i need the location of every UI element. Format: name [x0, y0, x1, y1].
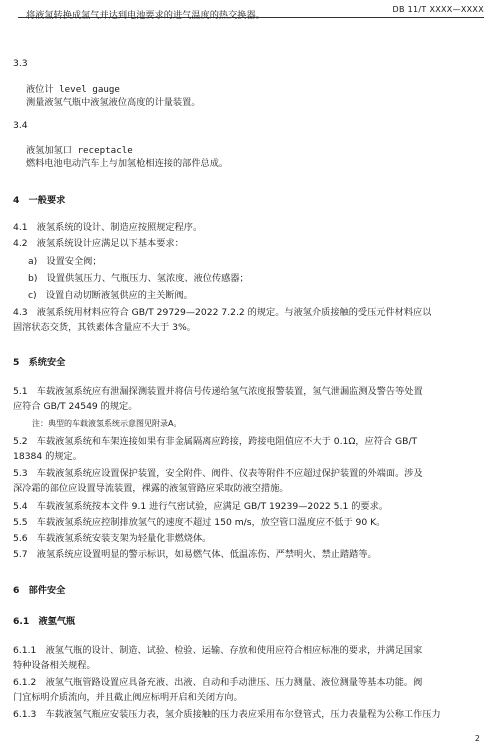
definition-term-3-3: 液位计 level gauge	[26, 84, 120, 95]
clause-5-3-line2: 深冷霜的部位应设置导流装置，裸露的液氢管路应采取防液空措施。	[13, 483, 289, 494]
clause-4-1: 4.1 液氢系统的设计、制造应按照规定程序。	[13, 222, 203, 233]
clause-5-6: 5.6 车载液氢系统安装支架为轻量化非燃烧体。	[13, 533, 212, 544]
subsection-heading-6-1: 6.1 液氢气瓶	[13, 616, 76, 627]
list-item-b: b) 设置供氢压力、气瓶压力、氢浓度、液位传感器；	[28, 273, 249, 284]
clause-5-1-line2: 应符合 GB/T 24549 的规定。	[13, 401, 138, 412]
clause-6-1-1-line2: 特种设备相关规程。	[13, 660, 96, 671]
clause-5-2-line1: 5.2 车载液氢系统和车架连接如果有非金属隔离应跨接，跨接电阻值应不大于 0.1Ω，应符合 GB/T	[13, 436, 418, 447]
clause-6-1-1-line1: 6.1.1 液氢气瓶的设计、制造、试验、检验、运输、存放和使用应符合相应标准的要求，并满足国家	[13, 645, 423, 656]
document-id-header: DB 11/T XXXX—XXXX	[392, 5, 484, 14]
clause-6-1-3-line1: 6.1.3 车载液氢气瓶应安装压力表，氢介质接触的压力表应采用布尔登管式，压力表量程为公称工作压力	[13, 709, 441, 720]
clause-4-2: 4.2 液氢系统设计应满足以下基本要求：	[13, 238, 184, 249]
definition-desc-3-3: 测量液氢气瓶中液氢液位高度的计量装置。	[26, 97, 201, 108]
clause-4-3-line2: 固溶状态交货，其铁素体含量应不大于 3%。	[13, 322, 196, 333]
clause-6-1-2-line2: 门宜标明介质流向，并且截止阀应标明开启和关闭方向。	[13, 692, 243, 703]
section-heading-6: 6 部件安全	[13, 585, 66, 596]
list-item-c: c) 设置自动切断液氢供应的主关断阀。	[28, 290, 193, 301]
definition-number-3-3: 3.3	[13, 58, 28, 69]
clause-5-3-line1: 5.3 车载液氢系统应设置保护装置，安全附件、阀件、仪表等附件不应超过保护装置的外端面。涉及	[13, 468, 423, 479]
section-heading-4: 4 一般要求	[13, 195, 66, 206]
definition-intro-line: 将液氢转换成氢气并达到电池要求的进气温度的热交换器。	[26, 10, 265, 21]
clause-5-1-line1: 5.1 车载液氢系统应有泄漏探测装置并将信号传递给氢气浓度报警装置，氢气泄漏监测及警告等处置	[13, 386, 423, 397]
clause-5-2-line2: 18384 的规定。	[13, 451, 82, 462]
definition-term-3-4: 液氢加氢口 receptacle	[26, 145, 133, 156]
definition-desc-3-4: 燃料电池电动汽车上与加氢枪相连接的部件总成。	[26, 158, 229, 169]
section-heading-5: 5 系统安全	[13, 357, 66, 368]
clause-5-5: 5.5 车载液氢系统应控制排放氢气的速度不超过 150 m/s，放空管口温度应不低于 90 K。	[13, 517, 386, 528]
clause-5-4: 5.4 车载液氢系统按本文件 9.1 进行气密试验，应满足 GB/T 19239—2022 5.1 的要求。	[13, 501, 388, 512]
definition-number-3-4: 3.4	[13, 120, 28, 131]
clause-5-7: 5.7 液氢系统应设置明显的警示标识，如易燃气体、低温冻伤、严禁明火、禁止踏踏等。	[13, 549, 377, 560]
clause-6-1-2-line1: 6.1.2 液氢气瓶管路设置应具备充液、出液、自动和手动泄压、压力测量、液位测量等基本功能。阀	[13, 677, 423, 688]
list-item-a: a) 设置安全阀；	[28, 256, 102, 267]
clause-4-3-line1: 4.3 液氢系统用材料应符合 GB/T 29729—2022 7.2.2 的规定。与液氢介质接触的受压元件材料应以	[13, 307, 432, 318]
note-5-1: 注：典型的车载液氢系统示意图见附录A。	[32, 419, 182, 428]
page-number: 2	[474, 734, 480, 743]
